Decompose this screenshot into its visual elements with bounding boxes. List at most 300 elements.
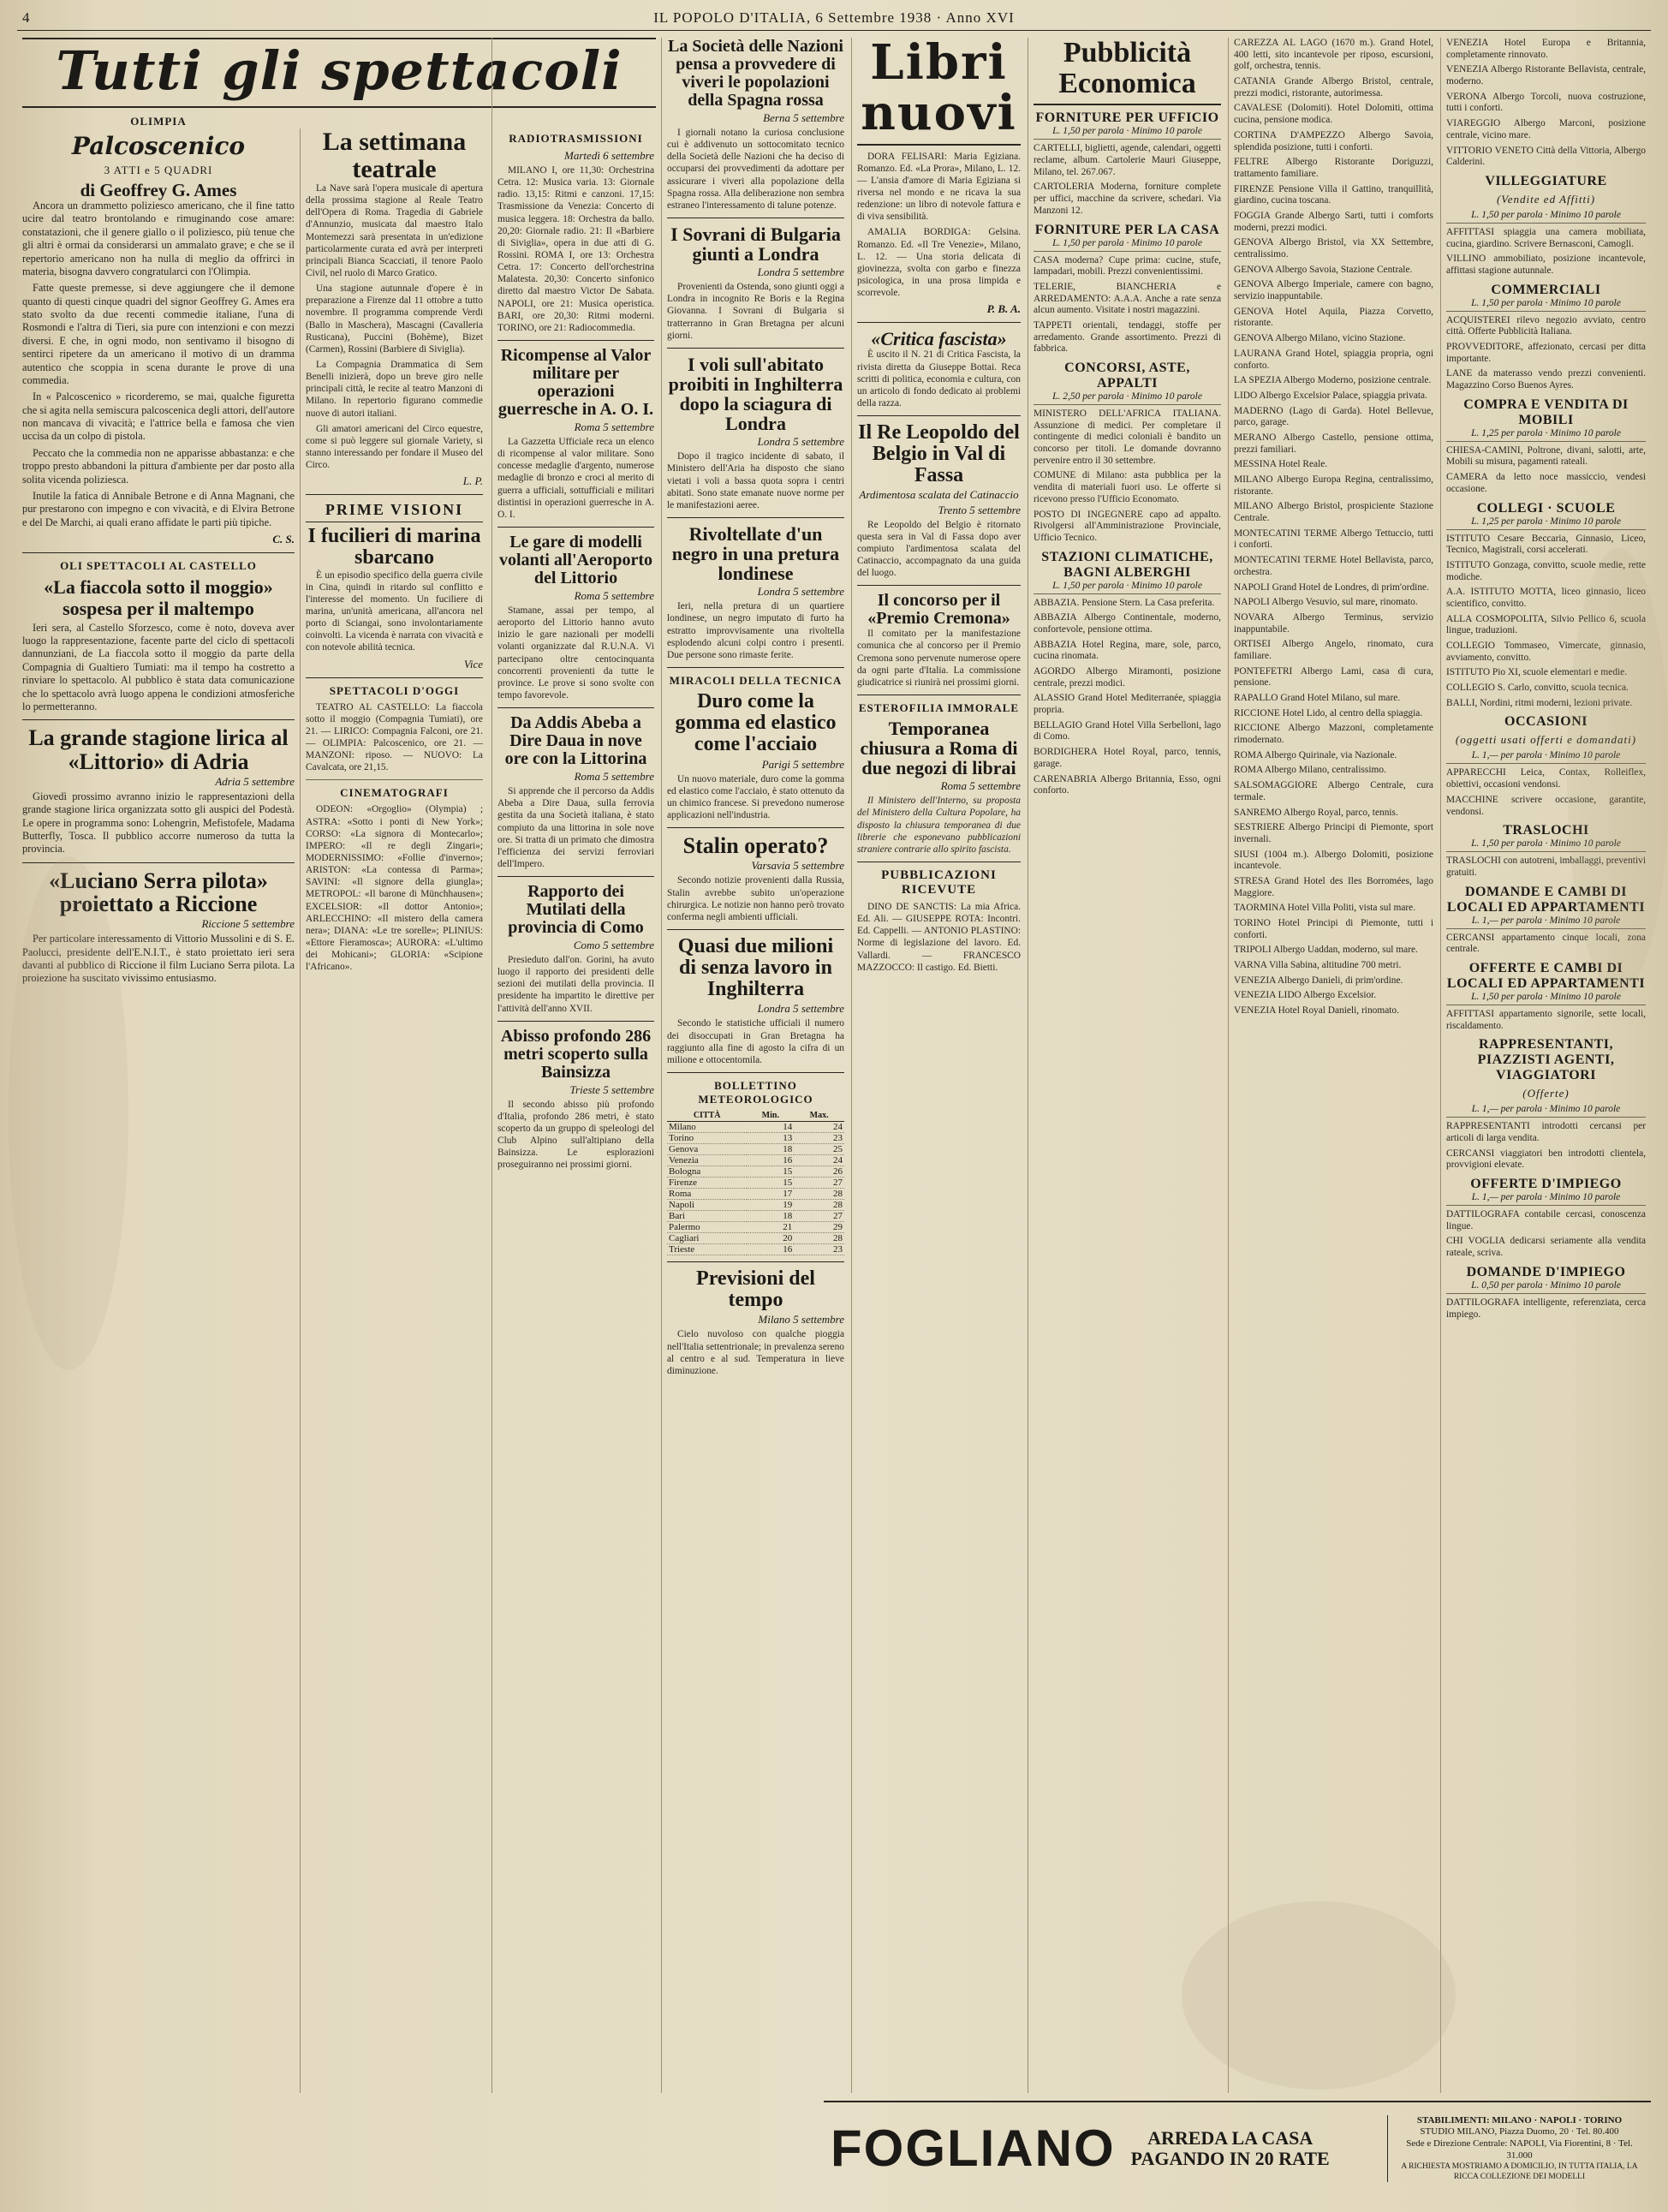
classified-ad: ABBAZIA. Pensione Stern. La Casa preferita. <box>1034 597 1215 608</box>
ad-slogan-line: ARREDA LA CASA <box>1147 2126 1314 2149</box>
article-text: DINO DE SANCTIS: La mia Africa. Ed. Ali. — GIUSEPPE ROTA: Incontri. Ed. Cappelli. — ANTONIO PLASTINO: Norme di legislazione del lavoro. Ed. Vallardi. — FRANCESCO MAZZOCCO: Il castigo. Ed. Bietti. <box>857 901 1021 973</box>
classified-title: OFFERTE E CAMBI DI LOCALI ED APPARTAMENTI <box>1446 960 1646 991</box>
classified-ad: ABBAZIA Albergo Continentale, moderno, confortevole, pensione ottima. <box>1034 612 1221 635</box>
article-dateline: Milano 5 settembre <box>758 1313 844 1327</box>
classified-list <box>1446 1009 1646 1032</box>
classified-list <box>1446 534 1646 710</box>
article-text: Il secondo abisso più profondo d'Italia, profondo 286 metri, è stato scoperto da un gruppo di speleologi del Club Alpino sull'altipiano della Bainsizza. Le esplorazioni proseguiranno nei prossimi giorni. <box>497 1099 654 1171</box>
classified-ad: GENOVA Albergo Milano, vicino Stazione. <box>1234 333 1406 344</box>
classified-ad: AFFITTASI spiaggia una camera mobiliata, cucina, giardino. Scrivere Bernasconi, Camogli. <box>1446 226 1646 249</box>
classified-list <box>1034 408 1221 545</box>
classified-ad: GENOVA Albergo Imperiale, camere con bagno, servizio inappuntabile. <box>1234 279 1433 302</box>
article-headline: Rivoltellate d'un negro in una pretura londinese <box>671 522 840 585</box>
article-text: MILANO I, ore 11,30: Orchestrina Cetra. 12: Musica varia. 13: Giornale radio. 13,15: Ritmi e canzoni. 17,15: Trasmissione da Venezia: Concerto di musica leggera. 18: Orchestra da ballo. 20,20: Giornale radio. 21: Il «Barbiere di Siviglia», opera in due atti di G. Rossini. ROMA I, ore 13: Orchestra Cetra. 17: Concerto dell'orchestrina Malatesta. 20,30: Concerto sinfonico diretto dal maestro Victor De Sabata. NAPOLI, ore 21: Musica operistica. BARI, ore 20,30: Ritmi moderni. TORINO, ore 21: Radiocommedia. <box>497 165 654 333</box>
classified-ad: ISTITUTO Gonzaga, convitto, scuole medie, rette modiche. <box>1446 559 1646 582</box>
page-folio <box>17 5 1651 31</box>
table-cell: 23 <box>794 1244 844 1255</box>
article-dateline: Londra 5 settembre <box>757 585 844 599</box>
classified-ad: DATTILOGRAFA contabile cercasi, conoscenza lingue. <box>1446 1209 1646 1231</box>
classified-rate: L. 1,— per parola · Minimo 10 parole <box>1446 915 1646 929</box>
table-cell: 25 <box>794 1144 844 1155</box>
article-text: Si apprende che il percorso da Addis Abeba a Dire Daua, sulla ferrovia gestita da una Società italiana, è stato compiuto da una littorina in sole nove ore. Si tratta di un primato che dimostra l'efficienza dei servizi ferroviari dell'Impero. <box>497 786 654 869</box>
classified-title: CONCORSI, ASTE, APPALTI <box>1064 361 1190 391</box>
classified-ad: A.A. ISTITUTO MOTTA, liceo ginnasio, liceo scientifico, convitto. <box>1446 587 1646 609</box>
table-cell: 19 <box>747 1200 794 1211</box>
table-cell: 23 <box>794 1133 844 1144</box>
classified-ad: VENEZIA Albergo Ristorante Bellavista, centrale, moderno. <box>1446 64 1646 87</box>
article-headline: I fucilieri di marina sbarcano <box>307 525 481 569</box>
table-header: Max. <box>794 1110 844 1122</box>
table-cell: 20 <box>747 1233 794 1244</box>
table-cell: Milano <box>667 1122 747 1133</box>
article-text: Una stagione autunnale d'opere è in preparazione a Firenze dal 11 ottobre a tutto novembre. Il programma comprende Verdi (Ballo in Maschera), Mascagni (Cavalleria Rusticana), Puccini (Bohème), Bizet (Carmen), Rossini (Barbiere di Siviglia). <box>306 283 483 355</box>
article-signature: L. P. <box>462 474 483 488</box>
classified-ad: MILANO Albergo Bristol, prospiciente Stazione Centrale. <box>1234 501 1433 524</box>
divider <box>857 415 1021 416</box>
classified-ad: MONTECATINI TERME Hotel Bellavista, parco, orchestra. <box>1234 555 1433 577</box>
table-header: CITTÀ <box>667 1110 747 1122</box>
classified-rate: L. 1,— per parola · Minimo 10 parole <box>1446 750 1646 764</box>
article-text: Provenienti da Ostenda, sono giunti oggi a Londra in incognito Re Boris e la Regina Giovanna. I Sovrani di Bulgaria si tratterranno in Gran Bretagna per alcuni giorni. <box>667 282 844 341</box>
classified-ad: VENEZIA Albergo Danieli, di prim'ordine. <box>1234 975 1403 986</box>
classified-ad: TAPPETI orientali, tendaggi, stoffe per arredamento. Grande assortimento. Prezzi di fabbrica. <box>1034 319 1221 355</box>
column-3 <box>491 38 659 2093</box>
classified-ad: LA SPEZIA Albergo Moderno, posizione centrale. <box>1234 375 1432 386</box>
classified-list <box>1446 227 1646 277</box>
classified-ad: COLLEGIO Tommaseo, Vimercate, ginnasio, avviamento, convitto. <box>1446 641 1646 663</box>
classified-ad: MACCHINE scrivere occasione, garantite, vendonsi. <box>1446 794 1646 817</box>
classified-ad: TAORMINA Hotel Villa Politi, vista sul mare. <box>1234 903 1416 914</box>
table-row <box>667 1166 844 1178</box>
classified-ad: CERCANSI viaggiatori ben introdotti clientela, provvigioni elevate. <box>1446 1148 1646 1171</box>
classified-title: OFFERTE D'IMPIEGO <box>1470 1177 1622 1192</box>
divider <box>22 552 295 553</box>
article-signature: P. B. A. <box>986 302 1021 316</box>
column-5 <box>851 34 1026 2093</box>
classified-ad: DATTILOGRAFA intelligente, referenziata, cerca impiego. <box>1446 1297 1646 1320</box>
classified-ad: ROMA Albergo Milano, centralissimo. <box>1234 765 1386 776</box>
classified-rate: L. 1,50 per parola · Minimo 10 parole <box>1446 992 1646 1005</box>
classified-list <box>1034 598 1221 797</box>
table-cell: 21 <box>747 1222 794 1233</box>
classified-ad: CARENABRIA Albergo Britannia, Esso, ogni conforto. <box>1034 773 1221 796</box>
play-author: di Geoffrey G. Ames <box>80 180 237 200</box>
classified-ad: RAPPRESENTANTI introdotti cercansi per articoli di larga vendita. <box>1446 1121 1646 1143</box>
classified-ad: MINISTERO DELL'AFRICA ITALIANA. Assunzione di medici. Per completare il contingente di medici coloniali è bandito un concorso per titoli. Le domande dovranno pervenire entro il 30 settembre. <box>1034 408 1221 466</box>
article-headline: Stalin operato? <box>682 833 829 859</box>
divider <box>667 929 844 930</box>
article-text: La Compagnia Drammatica di Sem Benelli inizierà, dopo un breve giro nelle principali città, le recite al teatro Manzoni di Milano. In repertorio figurano commedie nuove di autori italiani. <box>306 359 483 419</box>
classified-title: RAPPRESENTANTI, PIAZZISTI AGENTI, VIAGGIATORI <box>1477 1037 1615 1083</box>
classified-list <box>1034 143 1221 217</box>
table-cell: 24 <box>794 1122 844 1133</box>
classified-ad: BORDIGHERA Hotel Royal, parco, tennis, garage. <box>1034 747 1221 769</box>
table-cell: 13 <box>747 1133 794 1144</box>
classified-ad: RAPALLO Grand Hotel Milano, sul mare. <box>1234 693 1401 703</box>
article-dateline: Parigi 5 settembre <box>761 757 844 771</box>
article-dateline: Roma 5 settembre <box>574 588 654 602</box>
article-headline: Le gare di modelli volanti all'Aeroporto del Littorio <box>498 532 653 587</box>
divider <box>497 876 654 877</box>
article-headline: La grande stagione lirica al «Littorio» di Adria <box>28 725 289 774</box>
table-row <box>667 1189 844 1200</box>
article-text: AMALIA BORDIGA: Gelsina. Romanzo. Ed. «Il Tre Venezie», Milano, L. 12. — Una storia delicata di giovinezza, svolta con garbo e finezza psicologica, in una prosa limpida e scorrevole. <box>857 227 1021 299</box>
classified-subtitle: (Vendite ed Affitti) <box>1496 192 1596 206</box>
table-cell: 24 <box>794 1155 844 1166</box>
classified-ad: CHI VOGLIA dedicarsi seriamente alla vendita rateale, scriva. <box>1446 1236 1646 1259</box>
article-headline: Duro come la gomma ed elastico come l'acciaio <box>675 689 837 756</box>
table-cell: Napoli <box>667 1200 747 1211</box>
play-title: Palcoscenico <box>71 132 246 160</box>
table-cell: Venezia <box>667 1155 747 1166</box>
classified-list <box>1446 767 1646 818</box>
weather-table <box>667 1110 844 1255</box>
table-cell: 28 <box>794 1189 844 1200</box>
article-dateline: Trieste 5 settembre <box>569 1082 654 1096</box>
article-text: Dopo il tragico incidente di sabato, il Ministero dell'Aria ha disposto che siano vietati i voli a bassa quota sopra i centri abitati. Sono state emanate nuove norme per le manifestazioni aeree. <box>667 451 844 510</box>
classified-ad: LAURANA Grand Hotel, spiaggia propria, ogni conforto. <box>1234 348 1433 371</box>
section-caption: CINEMATOGRAFI <box>340 786 449 800</box>
classified-list <box>1034 255 1221 356</box>
classified-ad: BALLI, Nordini, ritmi moderni, lezioni private. <box>1446 697 1633 708</box>
classified-ad: CAREZZA AL LAGO (1670 m.). Grand Hotel, 400 letti, sito incantevole per riposo, escursioni, golf, orchestra, tennis. <box>1234 38 1433 72</box>
classified-ad: ROMA Albergo Quirinale, via Nazionale. <box>1234 749 1397 760</box>
divider <box>667 1261 844 1262</box>
section-masthead: Tutti gli spettacoli <box>22 38 656 108</box>
classified-ad: ISTITUTO Cesare Beccaria, Ginnasio, Liceo, Tecnico, Magistrali, corsi accelerati. <box>1446 533 1646 556</box>
classified-list <box>1446 1209 1646 1260</box>
classified-ad: NOVARA Albergo Terminus, servizio inappuntabile. <box>1234 611 1433 635</box>
table-row <box>667 1222 844 1233</box>
divider <box>306 677 483 678</box>
article-text: Cielo nuvoloso con qualche pioggia nell'Italia settentrionale; in prevalenza sereno al centro e al sud. Temperatura in lieve diminuzione. <box>667 1329 844 1376</box>
table-row <box>667 1233 844 1244</box>
table-row <box>667 1155 844 1166</box>
classified-ad: VIAREGGIO Albergo Marconi, posizione centrale, vicino mare. <box>1446 118 1646 140</box>
classified-subtitle: (Offerte) <box>1522 1087 1570 1100</box>
table-cell: 14 <box>747 1122 794 1133</box>
article-dateline: Roma 5 settembre <box>574 770 654 784</box>
classified-ad: ALASSIO Grand Hotel Mediterranée, spiaggia propria. <box>1034 693 1221 716</box>
article-headline: Quasi due milioni di senza lavoro in Inghilterra <box>677 934 834 1001</box>
classified-ad: CATANIA Grande Albergo Bristol, centrale, prezzi modici, ristorante, autorimessa. <box>1234 76 1433 98</box>
table-header-row <box>667 1110 844 1122</box>
classified-ad: ACQUISTEREI rilevo negozio avviato, centro città. Offerte Pubblicità Italiana. <box>1446 314 1646 337</box>
article-text: Presieduto dall'on. Gorini, ha avuto luogo il rapporto dei presidenti delle sezioni dei mutilati della provincia. Il presidente ha impartito le direttive per l'attività dell'anno XVII. <box>497 955 654 1014</box>
article-dateline: Londra 5 settembre <box>757 1002 844 1016</box>
classified-title: FORNITURE PER LA CASA <box>1034 222 1220 237</box>
article-headline: «Luciano Serra pilota» proiettato a Riccione <box>49 868 268 917</box>
article-text: Fatte queste premesse, si deve aggiungere che il demone quanto di questi cinque quadri del signor Geoffrey G. Ames era stato svolto da due recenti commedie italiane, l'una di Rosmondi e l'altra di Tieri, sia pure con intenzioni e con mezzi diversi. E che, in ogni modo, non sentivamo il bisogno di sentirci ripetere da un americano il motivo di un dramma autentico che scoppia in scena durante le prove di una commedia. <box>22 282 295 386</box>
article-text: Re Leopoldo del Belgio è ritornato questa sera in Val di Fassa dopo aver compiuto l'ardimentosa scalata del Catinaccio, accompagnato da una guida del luogo. <box>857 519 1021 579</box>
classified-ad: PROVVEDITORE, affezionato, cercasi per ditta importante. <box>1446 342 1646 364</box>
classified-list <box>1446 445 1646 496</box>
article-text: In « Palcoscenico » ricorderemo, se mai, qualche figuretta che si agita nella semiscura palcoscenica degli attori, dell'autore non mancava di vivacità; e l'attrice bella e famosa che vien uccisa da un colpo di pistola. <box>22 391 295 443</box>
article-dateline: Roma 5 settembre <box>574 420 654 433</box>
table-cell: Bari <box>667 1211 747 1222</box>
classified-ad: ISTITUTO Pio XI, scuole elementari e medie. <box>1446 667 1628 678</box>
article-dateline: Adria 5 settembre <box>215 774 295 788</box>
classified-title: DOMANDE D'IMPIEGO <box>1466 1264 1626 1279</box>
ad-stores <box>1387 2115 1644 2183</box>
table-cell: Torino <box>667 1133 747 1144</box>
classified-ad: TRASLOCHI con autotreni, imballaggi, preventivi gratuiti. <box>1446 856 1646 878</box>
classified-ad: APPARECCHI Leica, Contax, Rolleiflex, obiettivi, occasioni vendonsi. <box>1446 767 1646 790</box>
classified-rate: L. 1,50 per parola · Minimo 10 parole <box>1034 238 1221 252</box>
article-headline: Temporanea chiusura a Roma di due negozi di librai <box>860 717 1018 779</box>
article-headline: La settimana teatrale <box>322 128 467 183</box>
ad-store-line: STUDIO MILANO, Piazza Duomo, 20 · Tel. 80.400 <box>1420 2126 1619 2137</box>
divider <box>306 779 483 780</box>
classified-ad: CERCANSI appartamento cinque locali, zona centrale. <box>1446 932 1646 955</box>
classified-ad: GENOVA Albergo Bristol, via XX Settembre, centralissimo. <box>1234 237 1433 259</box>
table-row <box>667 1211 844 1222</box>
classified-ad: AGORDO Albergo Miramonti, posizione centrale, prezzi modici. <box>1034 666 1221 689</box>
article-text: Gli amatori americani del Circo equestre, come si può leggere sul giornale Variety, si stanno interessando per fondare il Museo del Circo. <box>306 423 483 471</box>
classified-title: OCCASIONI <box>1504 714 1588 730</box>
article-headline: «La fiaccola sotto il moggio» sospesa per il maltempo <box>44 576 273 620</box>
section-caption: SPETTACOLI D'OGGI <box>329 683 460 697</box>
divider <box>306 494 483 495</box>
classified-ad: VILLINO ammobiliato, posizione incantevole, affittasi stagione autunnale. <box>1446 253 1646 276</box>
classified-ad: NAPOLI Grand Hotel de Londres, di prim'ordine. <box>1234 581 1429 593</box>
divider <box>22 862 295 863</box>
table-cell: Trieste <box>667 1244 747 1255</box>
section-masthead: Libri nuovi <box>857 38 1021 146</box>
classified-ad: MILANO Albergo Europa Regina, centralissimo, ristorante. <box>1234 474 1433 497</box>
column-2 <box>300 128 488 2093</box>
article-dateline: Londra 5 settembre <box>757 265 844 279</box>
article-text: Ieri sera, al Castello Sforzesco, come è noto, doveva aver luogo la rappresentazione, facente parte del ciclo di spettacoli dannunziani, de La fiaccola sotto il moggio da parte della Compagnia di Gualtiero Tumiati: ma il tempo ha costretto a rinviare lo spettacolo. Al pubblico è stata data comunicazione che lo spettacolo avrà luogo appena le condizioni atmosferiche lo permetteranno. <box>22 621 295 712</box>
classified-ad: CORTINA D'AMPEZZO Albergo Savoia, splendida posizione, tutti i conforti. <box>1234 129 1433 152</box>
weather-title: BOLLETTINO METEOROLOGICO <box>698 1079 813 1106</box>
article-text: Un nuovo materiale, duro come la gomma ed elastico come l'acciaio, è stato ottenuto da un chimico francese. Si prevedono numerose applicazioni nell'industria. <box>667 773 844 820</box>
table-cell: 18 <box>747 1211 794 1222</box>
theatre-name: OLIMPIA <box>130 115 187 128</box>
page-number: 4 <box>22 9 31 26</box>
classified-ad: AFFITTASI appartamento signorile, sette locali, riscaldamento. <box>1446 1008 1646 1031</box>
classified-ad: FOGGIA Grande Albergo Sarti, tutti i comforts moderni, prezzi modici. <box>1234 210 1433 233</box>
section-caption: MIRACOLI DELLA TECNICA <box>669 673 843 687</box>
article-text: Secondo le statistiche ufficiali il numero dei disoccupati in Gran Bretagna ha raggiunto alla fine di agosto la cifra di un milione e ottocentomila. <box>667 1018 844 1065</box>
section-caption: PRIME VISIONI <box>306 501 483 522</box>
classified-ad: COMUNE di Milano: asta pubblica per la vendita di materiali fuori uso. Le offerte si ricevono presso l'Ufficio Economato. <box>1034 470 1221 504</box>
article-headline: La Società delle Nazioni pensa a provvedere di viveri le popolazioni della Spagna rossa <box>668 37 843 110</box>
ad-store-line: Sede e Direzione Centrale: NAPOLI, Via Fiorentini, 8 · Tel. 31.000 <box>1406 2138 1633 2161</box>
classified-list <box>1446 38 1646 169</box>
article-signature: C. S. <box>272 533 295 546</box>
divider <box>497 707 654 708</box>
classified-ad: VITTORIO VENETO Città della Vittoria, Albergo Calderini. <box>1446 145 1646 168</box>
classified-title: COMPRA E VENDITA DI MOBILI <box>1463 396 1629 427</box>
section-caption: PUBBLICAZIONI RICEVUTE <box>881 868 997 897</box>
classified-list <box>1446 315 1646 392</box>
classified-rate: L. 1,25 per parola · Minimo 10 parole <box>1446 428 1646 442</box>
ad-store-line: STABILIMENTI: MILANO · NAPOLI · TORINO <box>1416 2114 1623 2126</box>
classified-ad: SALSOMAGGIORE Albergo Centrale, cura termale. <box>1234 780 1433 802</box>
table-cell: Bologna <box>667 1166 747 1178</box>
classified-ad: ABBAZIA Hotel Regina, mare, sole, parco, cucina rinomata. <box>1034 639 1221 662</box>
table-cell: 26 <box>794 1166 844 1178</box>
article-text: Inutile la fatica di Annibale Betrone e di Anna Magnani, che pur prestarono con impegno e con vivacità, e di Elvira Betrone e del De Marchi, ai quali erano affidate le parti più tipiche. <box>22 489 295 528</box>
article-text: Peccato che la commedia non ne apparisse abbastanza: e che troppo presto abbandoni la pittura d'ambiente per dar posto alla solita vicenda poliziesca. <box>22 446 295 486</box>
classified-ad: CAMERA da letto noce massiccio, vendesi occasione. <box>1446 472 1646 494</box>
article-headline: I Sovrani di Bulgaria giunti a Londra <box>670 223 841 265</box>
article-signature: Vice <box>463 657 483 671</box>
article-text: Per particolare interessamento di Vittorio Mussolini e di S. E. Paolucci, presidente dell'E.N.I.T., è stato proiettato ieri sera davanti al pubblico di Riccione il film Luciano Serra pilota. La proiezione ha suscitato vivissimo entusiasmo. <box>22 933 295 985</box>
column-7 <box>1228 38 1439 2093</box>
table-row <box>667 1122 844 1133</box>
table-cell: 16 <box>747 1155 794 1166</box>
article-headline: «Critica fascista» <box>871 328 1007 350</box>
classified-rate: L. 1,— per parola · Minimo 10 parole <box>1446 1192 1646 1206</box>
classified-list <box>1446 856 1646 879</box>
article-text: ODEON: «Orgoglio» (Olympia) ; ASTRA: «Sotto i ponti di New York»; CORSO: «La signora di Montecarlo»; IMPERO: «Il re degli Zingari»; MODERNISSIMO: «Follie d'inverno»; ARISTON: «La contessa di Parma»; SAVINI: «Il signore della giungla»; METROPOL: «Il barone di Münchhausen»; EXCELSIOR: «Il dottor Antonio»; ARLECCHINO: «Il mistero della camera nera»; DIANA: «Le tre sorelle»; PLINIUS: «Ettore Fieramosca»; AURORA: «L'ultimo dei Mohicani»; GLORIA: «Scipione l'Africano». <box>306 804 483 973</box>
classified-subtitle: (oggetti usati offerti e domandati) <box>1455 733 1637 747</box>
classified-title: STAZIONI CLIMATICHE, BAGNI ALBERGHI <box>1041 549 1213 580</box>
article-dateline: Roma 5 settembre <box>940 779 1021 793</box>
ad-store-line: A RICHIESTA MOSTRIAMO A DOMICILIO, IN TUTTA ITALIA, LA RICCA COLLEZIONE DEI MODELLI <box>1401 2161 1638 2181</box>
classified-rate: L. 1,25 per parola · Minimo 10 parole <box>1446 516 1646 530</box>
table-cell: Genova <box>667 1144 747 1155</box>
classified-ad: VENEZIA LIDO Albergo Excelsior. <box>1234 990 1377 1001</box>
classified-ad: VENEZIA Hotel Royal Danieli, rinomato. <box>1234 1005 1399 1017</box>
play-acts: 3 ATTI e 5 QUADRI <box>104 164 213 176</box>
classified-list <box>1446 1297 1646 1321</box>
divider <box>22 719 295 720</box>
table-cell: 18 <box>747 1144 794 1155</box>
classified-ad: SESTRIERE Albergo Principi di Piemonte, sport invernali. <box>1234 822 1433 844</box>
table-header: Min. <box>747 1110 794 1122</box>
table-cell: 29 <box>794 1222 844 1233</box>
article-text: DORA FELISARI: Maria Egiziana. Romanzo. Ed. «La Prora», Milano, L. 12. — L'ansia d'amore di Maria Egiziana si riversa nel mondo e ne ricava la sua redenzione: un libro di notevole fattura e di viva sensibilità. <box>857 151 1021 223</box>
classified-ad: VENEZIA Hotel Europa e Britannia, completamente rinnovato. <box>1446 38 1646 60</box>
article-headline: Rapporto dei Mutilati della provincia di Como <box>508 882 644 938</box>
table-cell: Roma <box>667 1189 747 1200</box>
article-dateline: Varsavia 5 settembre <box>751 859 844 873</box>
classified-title: FORNITURE PER UFFICIO <box>1035 110 1219 126</box>
table-cell: 15 <box>747 1178 794 1189</box>
ad-slogan-line: PAGANDO IN 20 RATE <box>1130 2148 1330 2169</box>
article-dateline: Londra 5 settembre <box>757 435 844 449</box>
article-text: La Gazzetta Ufficiale reca un elenco di ricompense al valor militare. Sono concesse medaglie d'argento, numerose medaglie di bronzo e croci al merito di guerra a ufficiali, sottufficiali e militari distintisi in operazioni guerresche in A. O. I. <box>497 436 654 520</box>
table-cell: Cagliari <box>667 1233 747 1244</box>
classified-ad: LANE da materasso vendo prezzi convenienti. Magazzino Corso Buenos Ayres. <box>1446 368 1646 391</box>
classified-title: VILLEGGIATURE <box>1485 173 1607 188</box>
article-text: È uscito il N. 21 di Critica Fascista, la rivista diretta da Giuseppe Bottai. Reca scritti di politica, economia e cultura, con un articolo di fondo dedicato ai problemi della razza. <box>857 349 1021 408</box>
table-cell: 27 <box>794 1211 844 1222</box>
divider <box>857 585 1021 586</box>
table-cell: 17 <box>747 1189 794 1200</box>
classified-ad: POSTO DI INGEGNERE capo ad appalto. Rivolgersi all'Amministrazione Provinciale, Ufficio Tecnico. <box>1034 509 1221 543</box>
divider <box>667 517 844 518</box>
table-row <box>667 1244 844 1255</box>
classified-ad: MADERNO (Lago di Garda). Hotel Bellevue, parco, garage. <box>1234 405 1433 428</box>
section-caption: OLI SPETTACOLI AL CASTELLO <box>60 559 257 573</box>
table-cell: 15 <box>747 1166 794 1178</box>
article-dateline: Riccione 5 settembre <box>201 917 295 931</box>
divider <box>857 322 1021 323</box>
classified-ad: FELTRE Albergo Ristorante Doriguzzi, trattamento familiare. <box>1234 157 1433 179</box>
article-headline: Il concorso per il «Premio Cremona» <box>867 591 1010 629</box>
classified-ad: ALLA COSMOPOLITA, Silvio Pellico 6, scuola lingue, traduzioni. <box>1446 613 1646 636</box>
table-row <box>667 1133 844 1144</box>
table-cell: 28 <box>794 1233 844 1244</box>
table-row <box>667 1178 844 1189</box>
fogliano-advertisement <box>824 2101 1651 2195</box>
article-dateline: Trento 5 settembre <box>938 503 1021 516</box>
section-masthead: Pubblicità Economica <box>1034 38 1221 105</box>
classified-ad: RICCIONE Albergo Mazzoni, completamente rimodernato. <box>1234 723 1433 746</box>
classified-ad: NAPOLI Albergo Vesuvio, sul mare, rinomato. <box>1234 597 1418 608</box>
classified-ad: CASA moderna? Cupe prima: cucine, stufe, lampadari, mobili. Prezzi convenientissimi. <box>1034 254 1221 277</box>
article-text: La Nave sarà l'opera musicale di apertura della prossima stagione al Reale Teatro dell'Opera di Roma. Tragedia di Gabriele d'Annunzio, musicata dal maestro Italo Montemezzi sarà presentata in un'edizione particolarmente curata ed avrà per interpreti principali Bianca Scacciati, il tenore Paolo Civil, nel ruolo di Marco Gratico. <box>306 183 483 278</box>
classified-ad: ORTISEI Albergo Angelo, rinomato, cura familiare. <box>1234 639 1433 661</box>
classified-ad: TRIPOLI Albergo Uaddan, moderno, sul mare. <box>1234 945 1418 956</box>
classified-list <box>1234 38 1433 1017</box>
classified-ad: TELERIE, BIANCHERIA e ARREDAMENTO: A.A.A. Anche a rate senza alcun aumento. Visitate i nostri magazzini. <box>1034 281 1221 316</box>
article-text: Il comitato per la manifestazione comunica che al concorso per il Premio Cremona sono pervenute numerose opere da ogni parte d'Italia. La commissione giudicatrice si riunirà nei prossimi giorni. <box>857 629 1021 688</box>
classified-ad: CARTELLI, biglietti, agende, calendari, oggetti reclame, album. Cartolerie Mauri Giuseppe, Milano, tel. 267.067. <box>1034 143 1221 177</box>
divider <box>497 1021 654 1022</box>
weather-table-body <box>667 1122 844 1255</box>
classified-ad: TORINO Hotel Principi di Piemonte, tutti i conforti. <box>1234 918 1433 940</box>
article-text: Stamane, assai per tempo, al aeroporto del Littorio hanno avuto inizio le gare nazionali per modelli volanti organizzate dal R.U.N.A. Vi partecipano oltre centocinquanta concorrenti provenienti da tutte le province. Le prove si sono svolte con tempo favorevole. <box>497 605 654 701</box>
classified-ad: CHIESA-CAMINI, Poltrone, divani, salotti, arte, Mobili su misura, pagamenti rateali. <box>1446 444 1646 468</box>
classified-ad: BELLAGIO Grand Hotel Villa Serbelloni, lago di Como. <box>1034 719 1221 742</box>
table-cell: 27 <box>794 1178 844 1189</box>
classified-list <box>1446 933 1646 956</box>
table-cell: 28 <box>794 1200 844 1211</box>
article-text: È un episodio specifico della guerra civile in Cina, quindi in ritardo sul conflitto e l'interesse del momento. Un fuciliere di marina, un'unità americana, all'ancora nel porto di Sciangai, sono involontariamente coinvolti. La vicenda è narrata con vivacità e con notevole abilità tecnica. <box>306 569 483 653</box>
divider <box>667 827 844 828</box>
classified-rate: L. 0,50 per parola · Minimo 10 parole <box>1446 1280 1646 1294</box>
ad-slogan <box>1131 2128 1330 2169</box>
table-cell: Palermo <box>667 1222 747 1233</box>
article-headline: Abisso profondo 286 metri scoperto sulla Bainsizza <box>500 1026 652 1082</box>
divider <box>497 527 654 528</box>
classified-title: COMMERCIALI <box>1491 282 1601 297</box>
classified-rate: L. 1,50 per parola · Minimo 10 parole <box>1034 581 1221 594</box>
classified-list <box>1446 1121 1646 1172</box>
table-row <box>667 1144 844 1155</box>
classified-rate: L. 1,50 per parola · Minimo 10 parole <box>1446 210 1646 224</box>
classified-ad: GENOVA Hotel Aquila, Piazza Corvetto, ristorante. <box>1234 306 1433 329</box>
classified-ad: MERANO Albergo Castello, pensione ottima, prezzi familiari. <box>1234 432 1433 455</box>
classified-ad: VERONA Albergo Torcoli, nuova costruzione, tutti i conforti. <box>1446 91 1646 114</box>
classified-ad: CAVALESE (Dolomiti). Hotel Dolomiti, ottima cucina, pensione modica. <box>1234 103 1433 126</box>
article-text: Il Ministero dell'Interno, su proposta del Ministero della Cultura Popolare, ha disposto la chiusura temporanea di due librerie che esponevano pubblicazioni straniere contrarie allo spirito fascista. <box>857 796 1021 855</box>
divider <box>667 667 844 668</box>
article-headline: Da Addis Abeba a Dire Daua in nove ore con la Littorina <box>504 713 647 769</box>
classified-ad: COLLEGIO S. Carlo, convitto, scuola tecnica. <box>1446 683 1629 694</box>
divider <box>497 340 654 341</box>
article-dateline: Berna 5 settembre <box>763 111 844 124</box>
article-text: Ancora un drammetto poliziesco americano, che il fine tatto ucire dal teatro brontolando e rimuginando cose amare: constatazioni, che il genere giallo o il poliziesco, più tenue che gli altri è ormai da considerarsi un ammalato grave; e che se il repertorio americano non ha nulla di meglio da offrirci in materia, bisogna davvero congratularci con l'Olimpia. <box>22 200 295 277</box>
classified-ad: CARTOLERIA Moderna, forniture complete per uffici, macchine da scrivere, schedari. Via Manzoni 12. <box>1034 182 1221 216</box>
table-cell: 16 <box>747 1244 794 1255</box>
classified-rate: L. 1,50 per parola · Minimo 10 parole <box>1446 298 1646 312</box>
classified-ad: SIUSI (1004 m.). Albergo Dolomiti, posizione incantevole. <box>1234 849 1433 872</box>
classified-rate: L. 2,50 per parola · Minimo 10 parole <box>1034 391 1221 405</box>
classified-ad: VARNA Villa Sabina, altitudine 700 metri. <box>1234 960 1402 971</box>
classified-ad: SANREMO Albergo Royal, parco, tennis. <box>1234 807 1398 818</box>
classified-ad: PONTEFETRI Albergo Lami, casa di cura, pensione. <box>1234 665 1433 689</box>
table-row <box>667 1200 844 1211</box>
classified-ad: MONTECATINI TERME Albergo Tettuccio, tutti i conforti. <box>1234 528 1433 551</box>
classified-rate: L. 1,50 per parola · Minimo 10 parole <box>1034 126 1221 140</box>
article-headline: Ricompense al Valor militare per operazioni guerresche in A. O. I. <box>497 345 654 419</box>
